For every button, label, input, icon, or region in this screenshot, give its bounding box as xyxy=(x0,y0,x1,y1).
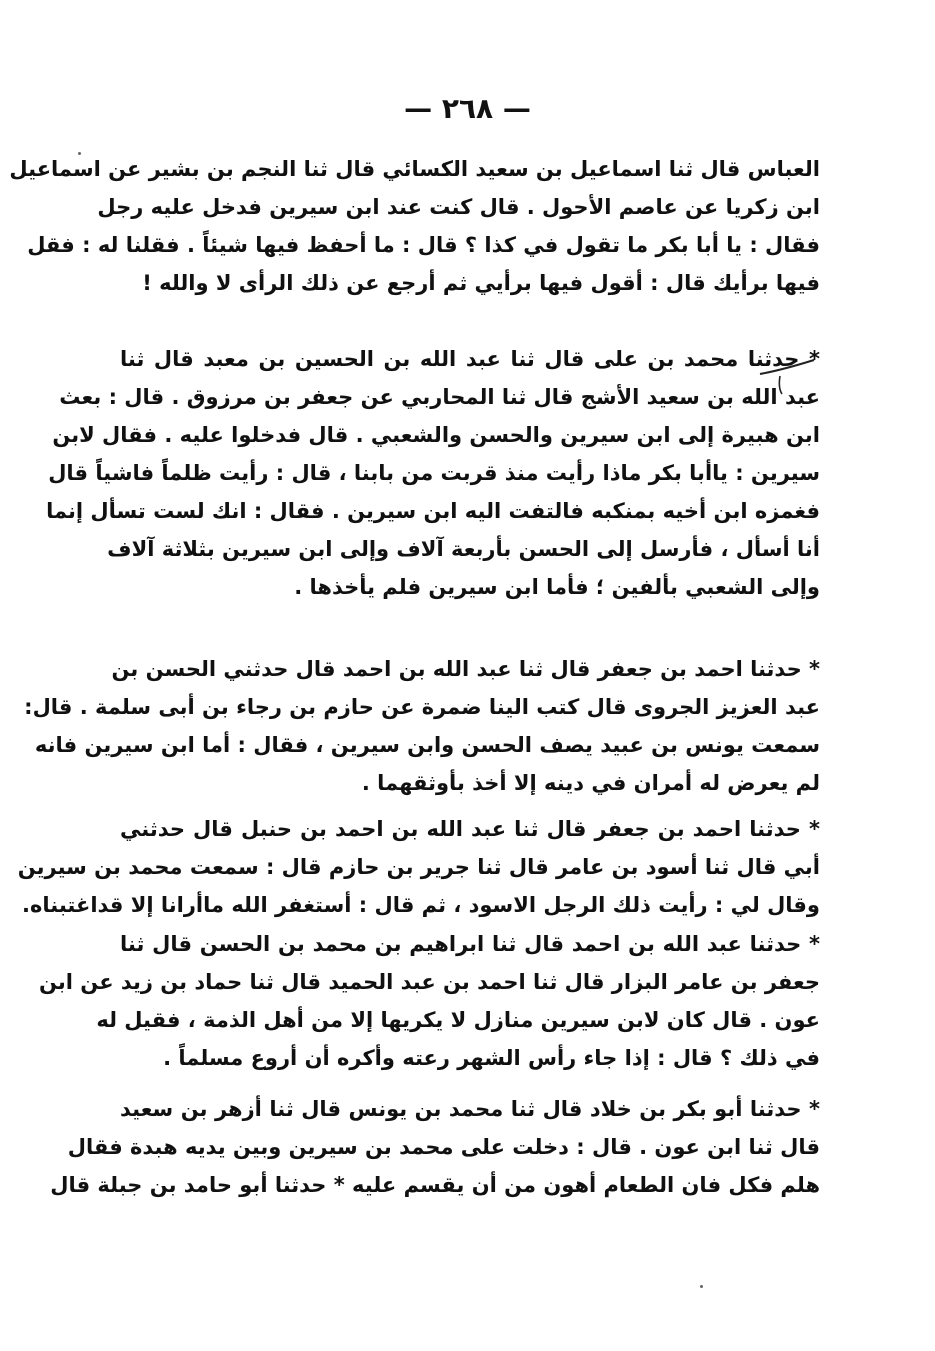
page-number: — ٢٦٨ — xyxy=(404,92,531,125)
text-line: جعفر بن عامر البزار قال ثنا احمد بن عبد الحميد قال ثنا حماد بن زيد عن ابن xyxy=(39,970,820,994)
text-line: عون . قال كان لابن سيرين منازل لا يكريها إلا من أهل الذمة ، فقيل له xyxy=(96,1008,820,1032)
text-line: عبد الله بن سعيد الأشج قال ثنا المحاربي عن جعفر بن مرزوق . قال : بعث xyxy=(59,385,820,409)
text-line: أبي قال ثنا أسود بن عامر قال ثنا جرير بن حازم قال : سمعت محمد بن سيرين xyxy=(17,855,820,879)
text-line: سيرين : ياأبا بكر ماذا رأيت منذ قربت من بابنا ، قال : رأيت ظلماً فاشياً قال xyxy=(48,461,820,485)
text-line: في ذلك ؟ قال : إذا جاء رأس الشهر رعته وأكره أن أروع مسلماً . xyxy=(163,1046,820,1070)
paragraph-5 xyxy=(39,925,820,1077)
text-line: وقال لي : رأيت ذلك الرجل الاسود ، ثم قال : أستغفر الله ماأرانا إلا قداغتبناه. xyxy=(22,893,820,917)
scan-speck xyxy=(78,152,81,155)
text-line: ابن هبيرة إلى ابن سيرين والحسن والشعبي . قال فدخلوا عليه . فقال لابن xyxy=(52,423,820,447)
text-line: عبد العزيز الجروى قال كتب الينا ضمرة عن حازم بن رجاء بن أبى سلمة . قال: xyxy=(24,695,820,719)
text-line: وإلى الشعبي بألفين ؛ فأما ابن سيرين فلم يأخذها . xyxy=(294,575,820,599)
scan-speck xyxy=(700,1285,703,1288)
text-line: فيها برأيك قال : أقول فيها برأيي ثم أرجع عن ذلك الرأى لا والله ! xyxy=(142,271,820,295)
paragraph-2 xyxy=(46,340,820,606)
text-line: هلم فكل فان الطعام أهون من أن يقسم عليه * حدثنا أبو حامد بن جبلة قال xyxy=(50,1173,820,1197)
text-line: ابن زكريا عن عاصم الأحول . قال كنت عند ابن سيرين فدخل عليه رجل xyxy=(97,195,820,219)
paragraph-6 xyxy=(50,1090,820,1204)
text-line: * حدثنا احمد بن جعفر قال ثنا عبد الله بن احمد قال حدثني الحسن بن xyxy=(111,657,820,681)
text-line: لم يعرض له أمران في دينه إلا أخذ بأوثقهما . xyxy=(361,771,820,795)
text-line: قال ثنا ابن عون . قال : دخلت على محمد بن سيرين وبين يديه هبدة فقال xyxy=(67,1135,820,1159)
text-line: سمعت يونس بن عبيد يصف الحسن وابن سيرين ، فقال : أما ابن سيرين فانه xyxy=(34,733,820,757)
text-line: * حدثنا عبد الله بن احمد قال ثنا ابراهيم بن محمد بن الحسن قال ثنا xyxy=(120,932,820,956)
text-line: * حدثنا محمد بن على قال ثنا عبد الله بن الحسين بن معبد قال ثنا xyxy=(120,347,820,371)
paragraph-3 xyxy=(24,650,820,802)
text-line: فغمزه ابن أخيه بمنكبه فالتفت اليه ابن سيرين . فقال : انك لست تسأل إنما xyxy=(46,499,820,523)
text-line: العباس قال ثنا اسماعيل بن سعيد الكسائي قال ثنا النجم بن بشير عن اسماعيل xyxy=(9,157,820,181)
text-line: فقال : يا أبا بكر ما تقول في كذا ؟ قال : ما أحفظ فيها شيئاً . فقلنا له : فقل xyxy=(27,233,820,257)
paragraph-4 xyxy=(17,810,820,924)
text-line: * حدثنا احمد بن جعفر قال ثنا عبد الله بن احمد بن حنبل قال حدثني xyxy=(120,817,820,841)
paragraph-1 xyxy=(9,150,820,302)
text-line: * حدثنا أبو بكر بن خلاد قال ثنا محمد بن يونس قال ثنا أزهر بن سعيد xyxy=(120,1097,820,1121)
text-line: أنا أسأل ، فأرسل إلى الحسن بأربعة آلاف وإلى ابن سيرين بثلاثة آلاف xyxy=(107,537,820,561)
